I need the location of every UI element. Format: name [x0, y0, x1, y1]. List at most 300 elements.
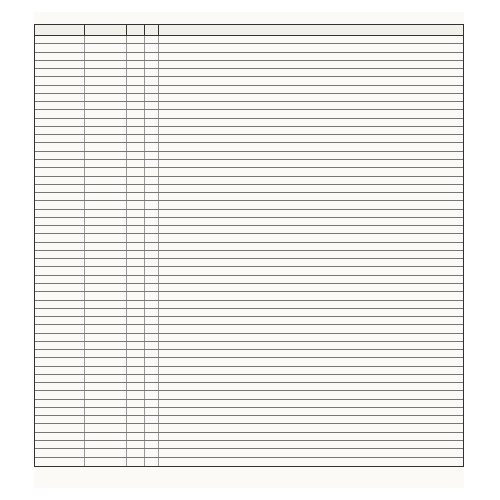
table-body — [35, 36, 463, 466]
cell-origin — [85, 86, 127, 93]
cell-origin — [85, 152, 127, 159]
cell-origin — [85, 367, 127, 374]
cell-origin — [85, 69, 127, 76]
table-row — [35, 127, 463, 135]
table-row — [35, 152, 463, 160]
cell-name — [35, 334, 85, 341]
cell-origin — [85, 234, 127, 241]
cell-era — [127, 367, 145, 374]
cell-era — [127, 160, 145, 167]
cell-page — [145, 193, 159, 200]
cell-name — [35, 251, 85, 258]
cell-name — [35, 102, 85, 109]
table-row — [35, 441, 463, 449]
document-page — [34, 12, 464, 488]
cell-name — [35, 400, 85, 407]
cell-page — [145, 53, 159, 60]
cell-origin — [85, 160, 127, 167]
cell-era — [127, 177, 145, 184]
cell-name — [35, 441, 85, 448]
cell-intro — [159, 317, 463, 324]
cell-era — [127, 210, 145, 217]
cell-origin — [85, 201, 127, 208]
cell-name — [35, 433, 85, 440]
cell-name — [35, 276, 85, 283]
cell-name — [35, 408, 85, 415]
cell-name — [35, 292, 85, 299]
cell-era — [127, 301, 145, 308]
cell-intro — [159, 53, 463, 60]
cell-name — [35, 375, 85, 382]
table-row — [35, 424, 463, 432]
cell-page — [145, 276, 159, 283]
cell-page — [145, 301, 159, 308]
cell-intro — [159, 449, 463, 456]
cell-origin — [85, 325, 127, 332]
table-row — [35, 160, 463, 168]
table-row — [35, 86, 463, 94]
table-row — [35, 292, 463, 300]
cell-era — [127, 77, 145, 84]
cell-intro — [159, 135, 463, 142]
cell-name — [35, 226, 85, 233]
cell-intro — [159, 119, 463, 126]
cell-intro — [159, 210, 463, 217]
cell-era — [127, 284, 145, 291]
table-row — [35, 367, 463, 375]
cell-page — [145, 350, 159, 357]
cell-era — [127, 218, 145, 225]
cell-era — [127, 334, 145, 341]
cell-page — [145, 44, 159, 51]
table-row — [35, 201, 463, 209]
cell-origin — [85, 61, 127, 68]
cell-era — [127, 135, 145, 142]
cell-intro — [159, 193, 463, 200]
cell-origin — [85, 383, 127, 390]
cell-era — [127, 193, 145, 200]
table-row — [35, 210, 463, 218]
cell-intro — [159, 86, 463, 93]
cell-name — [35, 424, 85, 431]
cell-era — [127, 185, 145, 192]
header-origin — [85, 25, 127, 35]
cell-page — [145, 424, 159, 431]
table-row — [35, 94, 463, 102]
table-row — [35, 218, 463, 226]
cell-origin — [85, 168, 127, 175]
cell-name — [35, 259, 85, 266]
cell-origin — [85, 408, 127, 415]
cell-page — [145, 358, 159, 365]
cell-page — [145, 201, 159, 208]
cell-intro — [159, 342, 463, 349]
cell-origin — [85, 127, 127, 134]
table-row — [35, 358, 463, 366]
header-era — [127, 25, 145, 35]
cell-intro — [159, 102, 463, 109]
cell-origin — [85, 36, 127, 43]
cell-page — [145, 135, 159, 142]
cell-era — [127, 152, 145, 159]
cell-origin — [85, 416, 127, 423]
cell-intro — [159, 259, 463, 266]
cell-era — [127, 350, 145, 357]
cell-page — [145, 433, 159, 440]
table-row — [35, 408, 463, 416]
cell-intro — [159, 400, 463, 407]
cell-era — [127, 342, 145, 349]
cell-era — [127, 168, 145, 175]
cell-intro — [159, 367, 463, 374]
cell-origin — [85, 177, 127, 184]
cell-intro — [159, 458, 463, 466]
cell-intro — [159, 185, 463, 192]
table-row — [35, 449, 463, 457]
cell-name — [35, 168, 85, 175]
cell-name — [35, 383, 85, 390]
cell-origin — [85, 391, 127, 398]
cell-intro — [159, 391, 463, 398]
cell-name — [35, 243, 85, 250]
cell-intro — [159, 243, 463, 250]
cell-name — [35, 94, 85, 101]
cell-name — [35, 449, 85, 456]
header-page — [145, 25, 159, 35]
cell-origin — [85, 342, 127, 349]
cell-page — [145, 284, 159, 291]
table-row — [35, 77, 463, 85]
cell-era — [127, 383, 145, 390]
table-row — [35, 391, 463, 399]
cell-page — [145, 309, 159, 316]
table-row — [35, 53, 463, 61]
cell-intro — [159, 69, 463, 76]
cell-intro — [159, 218, 463, 225]
cell-name — [35, 325, 85, 332]
cell-intro — [159, 358, 463, 365]
table-row — [35, 400, 463, 408]
cell-origin — [85, 102, 127, 109]
cell-intro — [159, 251, 463, 258]
cell-page — [145, 168, 159, 175]
table-row — [35, 36, 463, 44]
cell-origin — [85, 267, 127, 274]
cell-name — [35, 284, 85, 291]
cell-era — [127, 391, 145, 398]
cell-era — [127, 449, 145, 456]
cell-era — [127, 358, 145, 365]
cell-name — [35, 234, 85, 241]
roster-table — [34, 24, 464, 467]
cell-name — [35, 86, 85, 93]
cell-intro — [159, 350, 463, 357]
table-row — [35, 251, 463, 259]
cell-era — [127, 243, 145, 250]
cell-page — [145, 416, 159, 423]
table-row — [35, 135, 463, 143]
table-row — [35, 168, 463, 176]
cell-name — [35, 36, 85, 43]
cell-page — [145, 441, 159, 448]
cell-era — [127, 86, 145, 93]
cell-name — [35, 69, 85, 76]
table-row — [35, 350, 463, 358]
cell-name — [35, 177, 85, 184]
cell-origin — [85, 185, 127, 192]
table-row — [35, 458, 463, 466]
cell-page — [145, 77, 159, 84]
cell-page — [145, 86, 159, 93]
cell-intro — [159, 177, 463, 184]
cell-era — [127, 441, 145, 448]
cell-page — [145, 367, 159, 374]
cell-page — [145, 160, 159, 167]
cell-page — [145, 342, 159, 349]
cell-origin — [85, 375, 127, 382]
cell-era — [127, 53, 145, 60]
table-row — [35, 110, 463, 118]
cell-intro — [159, 284, 463, 291]
cell-era — [127, 400, 145, 407]
cell-page — [145, 36, 159, 43]
cell-origin — [85, 143, 127, 150]
cell-era — [127, 267, 145, 274]
cell-intro — [159, 375, 463, 382]
table-row — [35, 342, 463, 350]
cell-era — [127, 325, 145, 332]
table-row — [35, 276, 463, 284]
cell-intro — [159, 416, 463, 423]
cell-origin — [85, 243, 127, 250]
cell-origin — [85, 77, 127, 84]
cell-era — [127, 424, 145, 431]
table-row — [35, 102, 463, 110]
cell-intro — [159, 61, 463, 68]
cell-page — [145, 325, 159, 332]
cell-name — [35, 160, 85, 167]
cell-era — [127, 226, 145, 233]
cell-era — [127, 408, 145, 415]
cell-origin — [85, 218, 127, 225]
cell-intro — [159, 408, 463, 415]
cell-origin — [85, 251, 127, 258]
cell-name — [35, 77, 85, 84]
cell-intro — [159, 234, 463, 241]
table-row — [35, 193, 463, 201]
cell-name — [35, 358, 85, 365]
cell-name — [35, 143, 85, 150]
cell-intro — [159, 441, 463, 448]
cell-era — [127, 110, 145, 117]
cell-era — [127, 276, 145, 283]
cell-name — [35, 367, 85, 374]
cell-origin — [85, 110, 127, 117]
cell-name — [35, 342, 85, 349]
table-row — [35, 325, 463, 333]
header-name — [35, 25, 85, 35]
cell-intro — [159, 127, 463, 134]
cell-origin — [85, 259, 127, 266]
cell-era — [127, 251, 145, 258]
cell-intro — [159, 334, 463, 341]
cell-name — [35, 210, 85, 217]
cell-page — [145, 218, 159, 225]
cell-origin — [85, 309, 127, 316]
cell-page — [145, 383, 159, 390]
table-row — [35, 284, 463, 292]
cell-origin — [85, 458, 127, 466]
table-row — [35, 317, 463, 325]
cell-page — [145, 267, 159, 274]
header-intro — [159, 25, 463, 35]
cell-origin — [85, 193, 127, 200]
cell-page — [145, 226, 159, 233]
table-row — [35, 234, 463, 242]
cell-page — [145, 152, 159, 159]
cell-era — [127, 127, 145, 134]
table-row — [35, 119, 463, 127]
cell-intro — [159, 276, 463, 283]
cell-era — [127, 119, 145, 126]
table-row — [35, 69, 463, 77]
cell-name — [35, 301, 85, 308]
cell-intro — [159, 383, 463, 390]
cell-era — [127, 259, 145, 266]
table-row — [35, 375, 463, 383]
cell-intro — [159, 152, 463, 159]
table-header — [35, 25, 463, 36]
cell-origin — [85, 358, 127, 365]
cell-origin — [85, 334, 127, 341]
cell-page — [145, 400, 159, 407]
cell-intro — [159, 309, 463, 316]
cell-era — [127, 94, 145, 101]
cell-origin — [85, 53, 127, 60]
table-row — [35, 416, 463, 424]
cell-name — [35, 135, 85, 142]
cell-origin — [85, 210, 127, 217]
table-row — [35, 61, 463, 69]
cell-name — [35, 218, 85, 225]
cell-intro — [159, 94, 463, 101]
cell-era — [127, 69, 145, 76]
cell-era — [127, 201, 145, 208]
table-row — [35, 259, 463, 267]
cell-intro — [159, 143, 463, 150]
table-row — [35, 226, 463, 234]
cell-name — [35, 391, 85, 398]
cell-intro — [159, 36, 463, 43]
cell-page — [145, 391, 159, 398]
cell-era — [127, 309, 145, 316]
cell-intro — [159, 301, 463, 308]
cell-page — [145, 185, 159, 192]
cell-era — [127, 61, 145, 68]
cell-era — [127, 458, 145, 466]
cell-origin — [85, 441, 127, 448]
cell-origin — [85, 226, 127, 233]
cell-page — [145, 251, 159, 258]
cell-name — [35, 127, 85, 134]
cell-origin — [85, 301, 127, 308]
cell-intro — [159, 325, 463, 332]
cell-origin — [85, 449, 127, 456]
table-row — [35, 185, 463, 193]
cell-name — [35, 119, 85, 126]
table-row — [35, 177, 463, 185]
cell-name — [35, 44, 85, 51]
cell-page — [145, 110, 159, 117]
cell-era — [127, 44, 145, 51]
table-row — [35, 143, 463, 151]
cell-page — [145, 210, 159, 217]
page-footer — [34, 476, 464, 486]
cell-name — [35, 458, 85, 466]
cell-name — [35, 267, 85, 274]
cell-origin — [85, 292, 127, 299]
cell-page — [145, 119, 159, 126]
cell-origin — [85, 135, 127, 142]
cell-era — [127, 375, 145, 382]
cell-intro — [159, 201, 463, 208]
cell-page — [145, 334, 159, 341]
cell-era — [127, 36, 145, 43]
cell-name — [35, 416, 85, 423]
cell-origin — [85, 400, 127, 407]
cell-page — [145, 292, 159, 299]
cell-origin — [85, 350, 127, 357]
cell-origin — [85, 424, 127, 431]
cell-intro — [159, 77, 463, 84]
cell-page — [145, 61, 159, 68]
cell-intro — [159, 267, 463, 274]
cell-name — [35, 201, 85, 208]
cell-intro — [159, 292, 463, 299]
cell-name — [35, 152, 85, 159]
page-note — [414, 13, 462, 22]
cell-era — [127, 234, 145, 241]
table-row — [35, 267, 463, 275]
cell-name — [35, 110, 85, 117]
cell-name — [35, 317, 85, 324]
cell-origin — [85, 94, 127, 101]
cell-page — [145, 143, 159, 150]
cell-era — [127, 416, 145, 423]
cell-name — [35, 185, 85, 192]
cell-origin — [85, 317, 127, 324]
cell-page — [145, 69, 159, 76]
cell-origin — [85, 44, 127, 51]
cell-page — [145, 177, 159, 184]
table-row — [35, 301, 463, 309]
cell-origin — [85, 433, 127, 440]
cell-era — [127, 317, 145, 324]
cell-era — [127, 102, 145, 109]
table-row — [35, 334, 463, 342]
cell-page — [145, 259, 159, 266]
cell-name — [35, 350, 85, 357]
cell-origin — [85, 284, 127, 291]
cell-intro — [159, 168, 463, 175]
cell-era — [127, 143, 145, 150]
table-row — [35, 44, 463, 52]
cell-name — [35, 61, 85, 68]
cell-page — [145, 375, 159, 382]
cell-page — [145, 408, 159, 415]
table-row — [35, 433, 463, 441]
cell-name — [35, 193, 85, 200]
